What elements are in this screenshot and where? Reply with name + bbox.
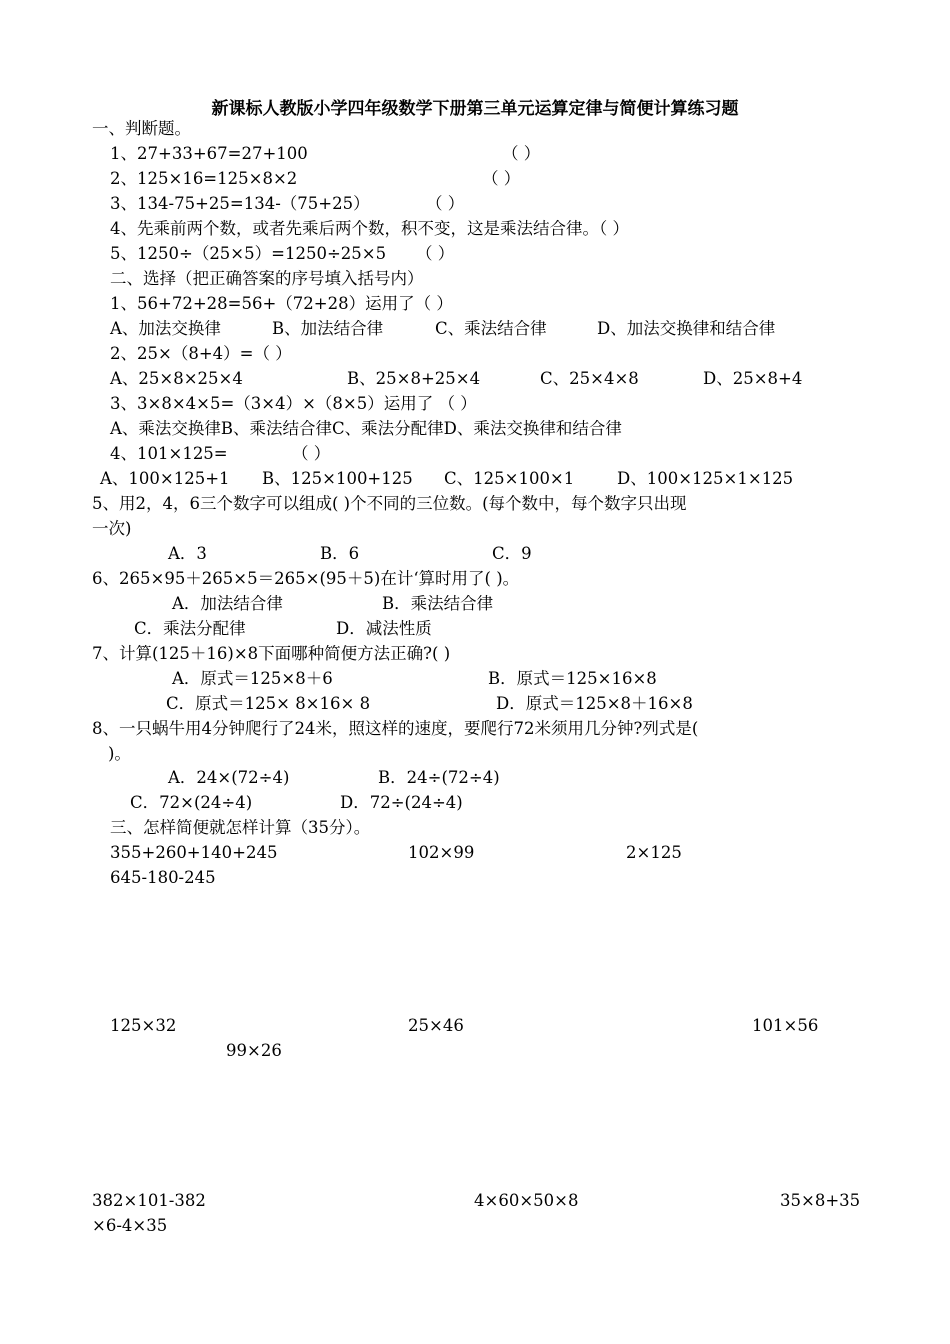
page-title: 新课标人教版小学四年级数学下册第三单元运算定律与简便计算练习题 — [211, 99, 739, 119]
choice-q7-option-b[interactable]: B．原式＝125×16×8 — [488, 669, 657, 688]
calc-problem-2: 102×99 — [408, 843, 475, 862]
choice-q4-bracket[interactable]: （ ） — [292, 444, 331, 463]
section3-heading: 三、怎样简便就怎样计算（35分）。 — [110, 818, 371, 837]
choice-q5-line2: 一次) — [92, 519, 132, 538]
choice-q5-line1: 5、用2，4，6三个数字可以组成( )个不同的三位数。(每个数中，每个数字只出现 — [92, 494, 687, 513]
choice-q8-line1: 8、一只蜗牛用4分钟爬行了24米，照这样的速度，要爬行72米须用几分钟?列式是( — [92, 719, 699, 738]
judge-q2: 2、125×16=125×8×2 — [110, 169, 298, 188]
choice-q7-option-a[interactable]: A．原式＝125×8＋6 — [172, 669, 333, 688]
calc-problem-1: 355+260+140+245 — [110, 843, 278, 862]
choice-q8-option-c[interactable]: C．72×(24÷4) — [130, 793, 253, 812]
choice-q5-option-a[interactable]: A．3 — [168, 544, 207, 563]
choice-q3: 3、3×8×4×5=（3×4）×（8×5）运用了 （ ） — [110, 394, 477, 413]
choice-q7-option-c[interactable]: C．原式＝125× 8×16× 8 — [166, 694, 371, 713]
choice-q6-option-d[interactable]: D．减法性质 — [336, 619, 432, 638]
choice-q4-option-d[interactable]: D、100×125×1×125 — [617, 469, 794, 488]
calc-problem-4: 645-180-245 — [110, 868, 216, 887]
calc-problem-9: 382×101-382 — [92, 1191, 206, 1210]
calc-problem-11: 35×8+35 — [780, 1191, 861, 1210]
choice-q4-option-a[interactable]: A、100×125+1 — [100, 469, 230, 488]
calc-problem-7: 101×56 — [752, 1016, 819, 1035]
choice-q5-option-c[interactable]: C．9 — [492, 544, 532, 563]
section2-heading: 二、选择（把正确答案的序号填入括号内） — [110, 269, 424, 288]
choice-q4: 4、101×125= — [110, 444, 228, 463]
choice-q1-option-a[interactable]: A、加法交换律 — [110, 319, 221, 338]
choice-q1-option-c[interactable]: C、乘法结合律 — [435, 319, 547, 338]
judge-q1-bracket[interactable]: （ ） — [502, 144, 541, 163]
choice-q7: 7、计算(125＋16)×8下面哪种简便方法正确?( ) — [92, 644, 451, 663]
choice-q8-option-b[interactable]: B．24÷(72÷4) — [378, 768, 500, 787]
choice-q2-option-b[interactable]: B、25×8+25×4 — [347, 369, 481, 388]
choice-q3-options[interactable]: A、乘法交换律B、乘法结合律C、乘法分配律D、乘法交换律和结合律 — [110, 419, 622, 438]
judge-q1: 1、27+33+67=27+100 — [110, 144, 308, 163]
choice-q6-option-c[interactable]: C．乘法分配律 — [134, 619, 246, 638]
judge-q3: 3、134-75+25=134-（75+25） — [110, 194, 370, 213]
judge-q5-bracket[interactable]: （ ） — [416, 244, 455, 263]
section1-heading: 一、判断题。 — [92, 119, 191, 138]
choice-q5-option-b[interactable]: B．6 — [320, 544, 360, 563]
calc-problem-3: 2×125 — [626, 843, 682, 862]
choice-q1-option-b[interactable]: B、加法结合律 — [272, 319, 384, 338]
choice-q7-option-d[interactable]: D．原式＝125×8＋16×8 — [496, 694, 693, 713]
choice-q8-option-d[interactable]: D．72÷(24÷4) — [340, 793, 463, 812]
choice-q4-option-c[interactable]: C、125×100×1 — [444, 469, 575, 488]
choice-q4-option-b[interactable]: B、125×100+125 — [262, 469, 413, 488]
calc-problem-10: 4×60×50×8 — [474, 1191, 579, 1210]
calc-problem-5: 125×32 — [110, 1016, 177, 1035]
choice-q2-option-a[interactable]: A、25×8×25×4 — [110, 369, 243, 388]
choice-q6-option-b[interactable]: B．乘法结合律 — [382, 594, 494, 613]
choice-q2-option-d[interactable]: D、25×8+4 — [703, 369, 803, 388]
choice-q1: 1、56+72+28=56+（72+28）运用了（ ） — [110, 294, 453, 313]
choice-q2-option-c[interactable]: C、25×4×8 — [540, 369, 639, 388]
choice-q6-option-a[interactable]: A．加法结合律 — [172, 594, 283, 613]
choice-q8-option-a[interactable]: A．24×(72÷4) — [168, 768, 290, 787]
judge-q5: 5、1250÷（25×5）=1250÷25×5 — [110, 244, 387, 263]
calc-problem-8: 99×26 — [226, 1041, 282, 1060]
calc-problem-12: ×6-4×35 — [92, 1216, 168, 1235]
calc-problem-6: 25×46 — [408, 1016, 464, 1035]
choice-q8-line2: )。 — [108, 744, 131, 763]
judge-q3-bracket[interactable]: （ ） — [426, 194, 465, 213]
choice-q2: 2、25×（8+4）=（ ） — [110, 344, 292, 363]
judge-q2-bracket[interactable]: （ ） — [482, 169, 521, 188]
choice-q6: 6、265×95＋265×5＝265×(95＋5)在计‘算时用了( )。 — [92, 569, 520, 588]
choice-q1-option-d[interactable]: D、加法交换律和结合律 — [597, 319, 776, 338]
judge-q4: 4、先乘前两个数，或者先乘后两个数，积不变，这是乘法结合律。（ ） — [110, 219, 629, 238]
